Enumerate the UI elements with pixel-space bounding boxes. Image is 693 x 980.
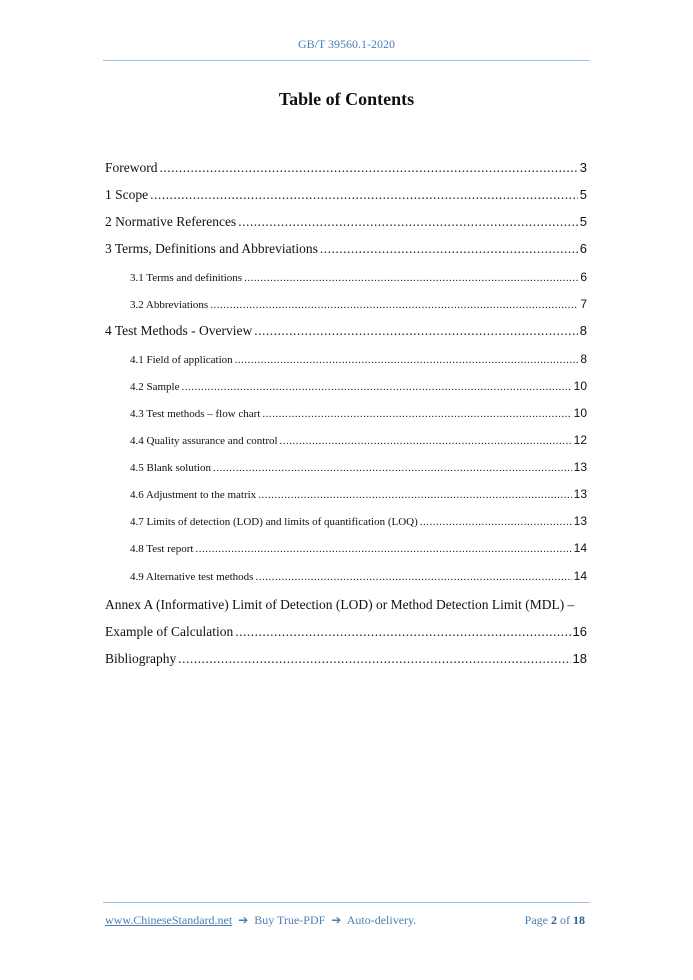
toc-entry-bibliography[interactable] — [105, 651, 587, 667]
toc-entry-label: 4.8 Test report — [130, 543, 194, 555]
toc-entry-label: 4.7 Limits of detection (LOD) and limits of quantification (LOQ) — [130, 516, 418, 528]
dot-leader — [235, 624, 570, 640]
website-link[interactable]: www.ChineseStandard.net — [105, 913, 233, 927]
toc-entry-page: 8 — [579, 323, 587, 338]
dot-leader — [254, 323, 577, 339]
dot-leader — [213, 462, 572, 474]
total-pages: 18 — [573, 913, 585, 927]
toc-entry-test-methods[interactable] — [105, 323, 587, 339]
toc-entry-terms[interactable] — [105, 241, 587, 257]
toc-entry-page: 12 — [573, 433, 587, 447]
toc-entry-page: 14 — [573, 569, 587, 583]
dot-leader — [235, 354, 579, 366]
toc-entry-label: 3.1 Terms and definitions — [130, 272, 243, 284]
toc-entry-label: 4.4 Quality assurance and control — [130, 435, 278, 447]
toc-entry-page: 8 — [580, 352, 587, 366]
toc-entry-normative-references[interactable] — [105, 214, 587, 230]
document-code: GB/T 39560.1-2020 — [297, 37, 396, 51]
toc-entry-page: 13 — [573, 487, 587, 501]
toc-entry-page: 6 — [580, 270, 587, 284]
toc-entry-page: 5 — [579, 187, 587, 202]
toc-entry-page: 5 — [579, 214, 587, 229]
footer-links — [105, 913, 416, 928]
toc-entry-page: 10 — [573, 379, 587, 393]
dot-leader — [210, 299, 578, 311]
dot-leader — [196, 543, 572, 555]
toc-entry-page: 10 — [573, 406, 587, 420]
dot-leader — [280, 435, 572, 447]
dot-leader — [258, 489, 571, 501]
toc-entry-page: 14 — [573, 541, 587, 555]
arrow-right-icon: ➔ — [238, 913, 249, 927]
dot-leader — [178, 651, 570, 667]
toc-entry-abbreviations[interactable] — [105, 297, 587, 311]
toc-entry-page: 7 — [580, 297, 587, 311]
toc-entry-matrix-adjustment[interactable] — [105, 487, 587, 501]
page-title: Table of Contents — [278, 89, 415, 109]
toc-entry-alternative-methods[interactable] — [105, 569, 587, 583]
toc-entry-label: 4.3 Test methods – flow chart — [130, 408, 261, 420]
toc-entry-foreword[interactable] — [105, 160, 587, 176]
delivery-text: Auto-delivery. — [346, 913, 417, 927]
arrow-right-icon: ➔ — [331, 913, 342, 927]
toc-entry-label: 4 Test Methods - Overview — [105, 323, 253, 338]
toc-entry-page: 3 — [579, 160, 587, 175]
toc-entry-label: Bibliography — [105, 651, 177, 666]
toc-entry-label: 4.6 Adjustment to the matrix — [130, 489, 257, 501]
current-page-number: 2 — [551, 913, 557, 927]
toc-entry-sample[interactable] — [105, 379, 587, 393]
toc-entry-label: 1 Scope — [105, 187, 149, 202]
page-indicator — [525, 913, 585, 928]
toc-entry-page: 6 — [579, 241, 587, 256]
toc-entry-label: 4.1 Field of application — [130, 354, 233, 366]
dot-leader — [244, 272, 578, 284]
toc-entry-field-of-application[interactable] — [105, 352, 587, 366]
toc-entry-blank-solution[interactable] — [105, 460, 587, 474]
toc-entry-label: 4.5 Blank solution — [130, 462, 211, 474]
toc-entry-annex-a-title[interactable]: Annex A (Informative) Limit of Detection (LOD) or Method Detection Limit (MDL) – — [105, 597, 575, 612]
toc-entry-annex-a[interactable] — [105, 624, 587, 640]
toc-entry-limits-of-detection[interactable] — [105, 514, 587, 528]
dot-leader — [150, 187, 578, 203]
toc-entry-page: 16 — [572, 624, 587, 639]
footer-divider — [103, 902, 590, 903]
dot-leader — [320, 241, 578, 257]
toc-entry-terms-definitions[interactable] — [105, 270, 587, 284]
page-word: Page — [524, 913, 548, 927]
of-word: of — [560, 913, 570, 927]
toc-entry-page: 13 — [573, 460, 587, 474]
buy-pdf-link[interactable]: Buy True-PDF — [254, 913, 326, 927]
dot-leader — [255, 571, 571, 583]
toc-entry-label: 4.9 Alternative test methods — [130, 571, 254, 583]
toc-entry-quality-assurance[interactable] — [105, 433, 587, 447]
toc-entry-label: 3.2 Abbreviations — [130, 299, 209, 311]
toc-entry-label: Example of Calculation — [105, 624, 234, 639]
toc-entry-label: 3 Terms, Definitions and Abbreviations — [105, 241, 318, 256]
toc-entry-label: Foreword — [105, 160, 158, 175]
dot-leader — [182, 381, 572, 393]
dot-leader — [238, 214, 578, 230]
toc-entry-scope[interactable] — [105, 187, 587, 203]
toc-entry-test-report[interactable] — [105, 541, 587, 555]
dot-leader — [420, 516, 572, 528]
dot-leader — [262, 408, 571, 420]
toc-entry-label: 2 Normative References — [105, 214, 237, 229]
toc-entry-flow-chart[interactable] — [105, 406, 587, 420]
toc-entry-label: 4.2 Sample — [130, 381, 180, 393]
dot-leader — [160, 160, 578, 176]
toc-entry-page: 13 — [573, 514, 587, 528]
toc-entry-page: 18 — [572, 651, 587, 666]
footer — [105, 913, 585, 928]
